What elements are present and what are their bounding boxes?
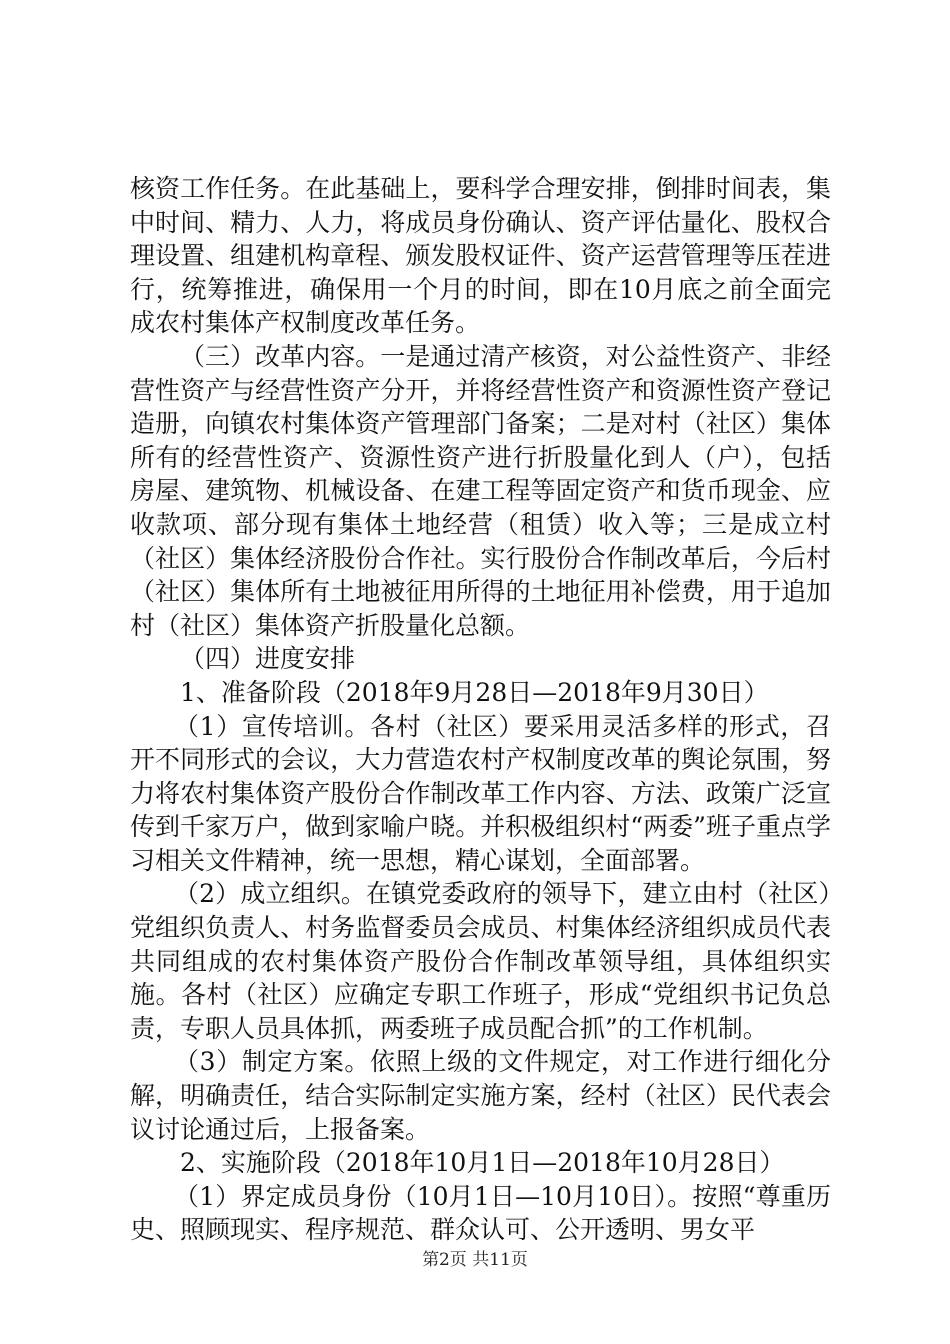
- heading-implementation-stage: 2、实施阶段（2018年10月1日—2018年10月28日）: [180, 1148, 785, 1178]
- paragraph-publicity-training: （1）宣传培训。各村（社区）要采用灵活多样的形式，召开不同形式的会议，大力营造农村产权制度改革的舆论氛围，努力将农村集体资产股份合作制改革工作内容、方法、政策广泛宣传到千家万户，做到家喻户晓。并积极组织村“两委”班子重点学习相关文件精神，统一思想，精心谋划，全面部署。: [130, 711, 831, 875]
- document-body: [130, 172, 831, 1247]
- paragraph-formulate-plan: （3）制定方案。依照上级的文件规定，对工作进行细化分解，明确责任，结合实际制定实施方案，经村（社区）民代表会议讨论通过后，上报备案。: [130, 1047, 831, 1144]
- page-number-label: 第2页 共11页: [422, 1250, 528, 1270]
- page-footer: [0, 1245, 950, 1270]
- paragraph-continuation: 核资工作任务。在此基础上，要科学合理安排，倒排时间表，集中时间、精力、人力，将成员身份确认、资产评估量化、股权合理设置、组建机构章程、颁发股权证件、资产运营管理等压茬进行，统筹推进，确保用一个月的时间，即在10月底之前全面完成农村集体产权制度改革任务。: [130, 174, 831, 338]
- paragraph-define-member-identity: （1）界定成员身份（10月1日—10月10日）。按照“尊重历史、照顾现实、程序规范、群众认可、公开透明、男女平: [130, 1181, 831, 1245]
- heading-preparation-stage: 1、准备阶段（2018年9月28日—2018年9月30日）: [180, 677, 769, 707]
- heading-schedule: （四）进度安排: [180, 644, 356, 674]
- paragraph-establish-organization: （2）成立组织。在镇党委政府的领导下，建立由村（社区）党组织负责人、村务监督委员会成员、村集体经济组织成员代表共同组成的农村集体资产股份合作制改革领导组，具体组织实施。各村（社区）应确定专职工作班子，形成“党组织书记负总责，专职人员具体抓，两委班子成员配合抓”的工作机制。: [130, 879, 831, 1043]
- paragraph-reform-content: （三）改革内容。一是通过清产核资，对公益性资产、非经营性资产与经营性资产分开，并将经营性资产和资源性资产登记造册，向镇农村集体资产管理部门备案；二是对村（社区）集体所有的经营性资产、资源性资产进行折股量化到人（户），包括房屋、建筑物、机械设备、在建工程等固定资产和货币现金、应收款项、部分现有集体土地经营（租赁）收入等；三是成立村（社区）集体经济股份合作社。实行股份合作制改革后，今后村（社区）集体所有土地被征用所得的土地征用补偿费，用于追加村（社区）集体资产折股量化总额。: [130, 341, 831, 640]
